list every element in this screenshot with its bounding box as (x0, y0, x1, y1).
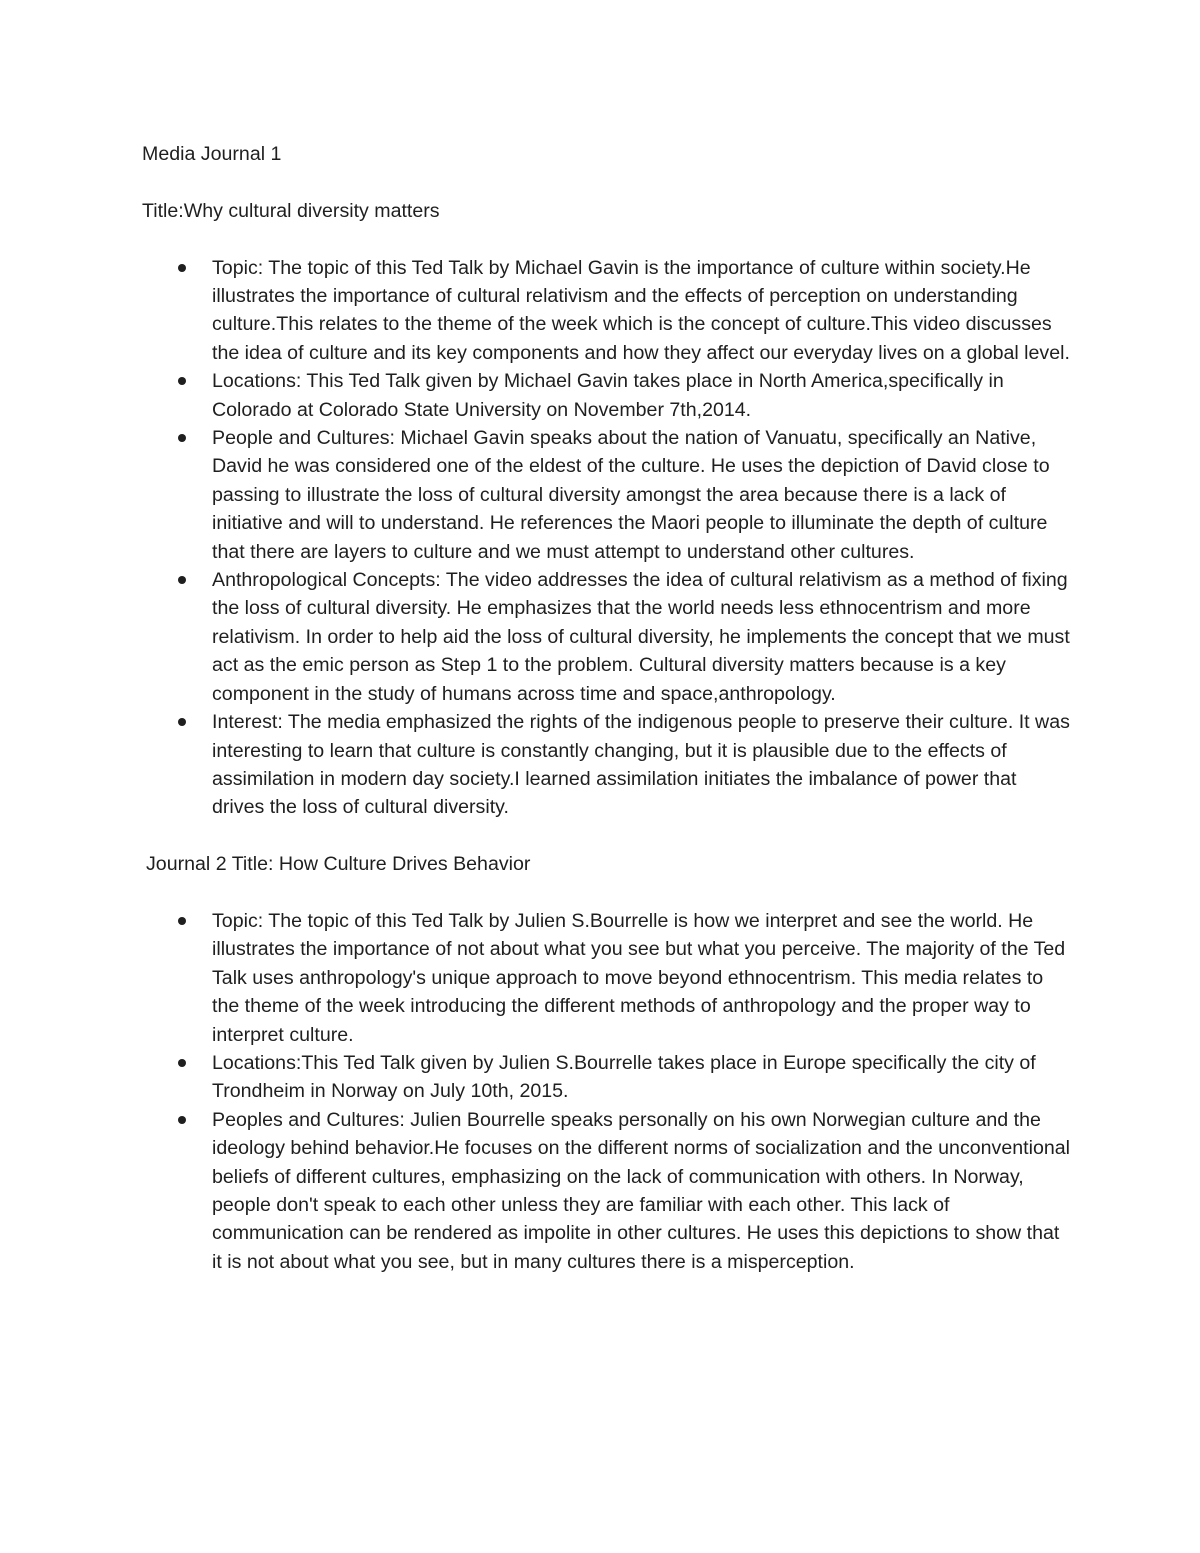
bullet-item-topic (142, 254, 1072, 368)
bullet-item-peoples-and-cultures (142, 1106, 1072, 1276)
blank-line (142, 168, 1072, 196)
bullet-icon (178, 377, 186, 385)
bullet-item-people-and-cultures (142, 424, 1072, 566)
bullet-text: Locations: This Ted Talk given by Michael Gavin takes place in North America,specifically in Colorado at Colorado State University on November 7th,2014. (212, 370, 1004, 421)
blank-line (142, 225, 1072, 253)
bullet-text: Peoples and Cultures: Julien Bourrelle speaks personally on his own Norwegian culture and the ideology behind behavior.He focuses on the different norms of socialization and the unconventional beliefs of different cultures, emphasizing on the lack of communication with others. In Norway, people don't speak to each other unless they are familiar with each other. This lack of communication can be rendered as impolite in other cultures. He uses this depictions to show that it is not about what you see, but in many cultures there is a misperception. (212, 1108, 1070, 1273)
journal-2-bullet-list (142, 907, 1072, 1276)
bullet-text: Locations:This Ted Talk given by Julien S.Bourrelle takes place in Europe specifically the city of Trondheim in Norway on July 10th, 2015. (212, 1051, 1036, 1103)
bullet-icon (178, 917, 186, 925)
bullet-text: Topic: The topic of this Ted Talk by Julien S.Bourrelle is how we interpret and see the world. He illustrates the importance of not about what you see but what you perceive. The majority of the Ted Talk uses anthropology's unique approach to move beyond ethnocentrism. This media relates to the theme of the week introducing the different methods of anthropology and the proper way to interpret culture. (212, 909, 1066, 1046)
blank-line (142, 822, 1072, 850)
bullet-icon (178, 434, 186, 442)
bullet-item-locations (142, 1049, 1072, 1106)
bullet-item-locations (142, 367, 1072, 424)
bullet-item-interest (142, 708, 1072, 822)
bullet-text: Interest: The media emphasized the rights of the indigenous people to preserve their culture. It was interesting to learn that culture is constantly changing, but it is plausible due to the effects of assimilation in modern day society.I learned assimilation initiates the imbalance of power that drives the loss of cultural diversity. (212, 711, 1070, 819)
bullet-item-anthropological-concepts (142, 566, 1072, 708)
bullet-text: Anthropological Concepts: The video addresses the idea of cultural relativism as a method of fixing the loss of cultural diversity. He emphasizes that the world needs less ethnocentrism and more relativism. In order to help aid the loss of cultural diversity, he implements the concept that we must act as the emic person as Step 1 to the problem. Cultural diversity matters because is a key component in the study of humans across time and space,anthropology. (212, 569, 1070, 705)
bullet-icon (178, 576, 186, 584)
bullet-icon (178, 1059, 186, 1067)
journal-1-title: Title:Why cultural diversity matters (142, 199, 440, 222)
journal-1-heading: Media Journal 1 (142, 143, 282, 165)
bullet-icon (178, 1116, 186, 1124)
bullet-item-topic (142, 907, 1072, 1049)
journal-1-bullet-list (142, 254, 1072, 822)
bullet-icon (178, 718, 186, 726)
document-body (142, 140, 1072, 1276)
bullet-icon (178, 264, 186, 272)
blank-line (142, 879, 1072, 907)
bullet-text: People and Cultures: Michael Gavin speaks about the nation of Vanuatu, specifically an Native, David he was considered one of the eldest of the culture. He uses the depiction of David close to passing to illustrate the loss of cultural diversity amongst the area because there is a lack of initiative and will to understand. He references the Maori people to illuminate the depth of culture that there are layers to culture and we must attempt to understand other cultures. (212, 427, 1050, 563)
bullet-text: Topic: The topic of this Ted Talk by Michael Gavin is the importance of culture within society.He illustrates the importance of cultural relativism and the effects of perception on understanding culture.This relates to the theme of the week which is the concept of culture.This video discusses the idea of culture and its key components and how they affect our everyday lives on a global level. (212, 256, 1070, 364)
journal-2-title: Journal 2 Title: How Culture Drives Behavior (146, 853, 531, 876)
